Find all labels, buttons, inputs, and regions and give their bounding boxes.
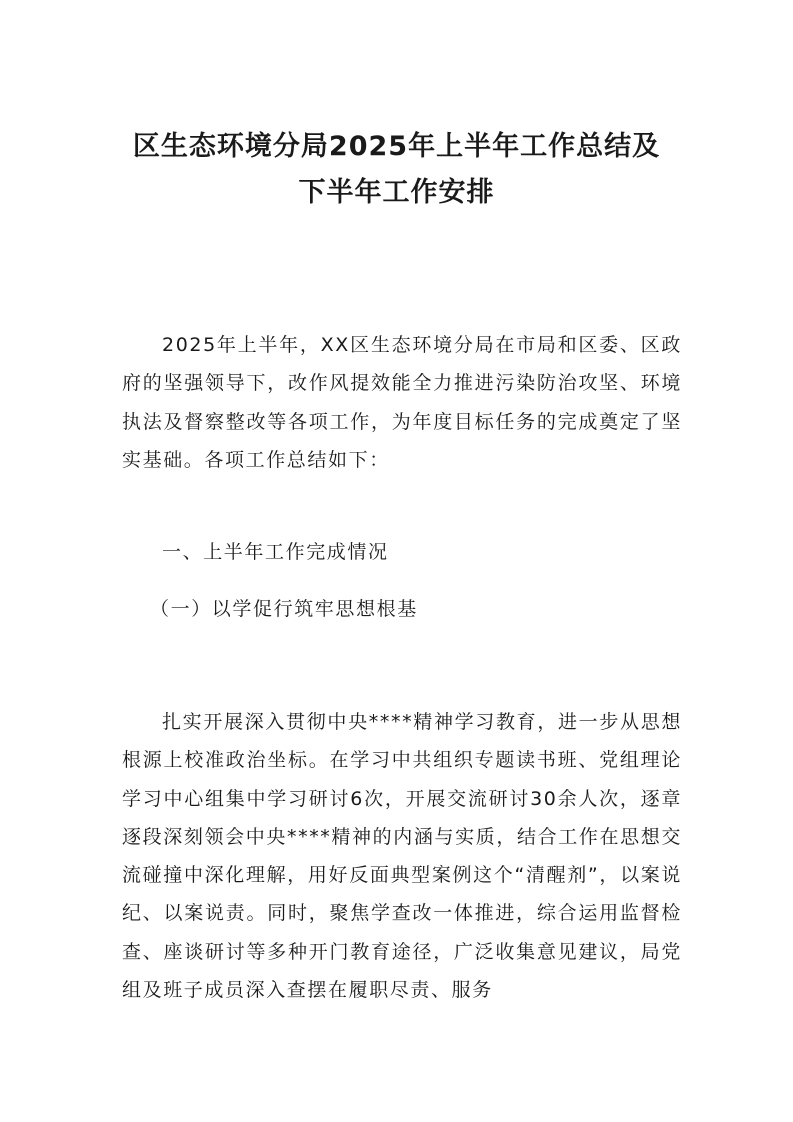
section-heading: 一、上半年工作完成情况 — [162, 541, 389, 563]
intro-paragraph: 2025年上半年，XX区生态环境分局在市局和区委、区政府的坚强领导下，改作风提效能全力推进污染防治攻坚、环境执法及督察整改等各项工作，为年度目标任务的完成奠定了坚实基础。各项工作总结如下： — [122, 334, 682, 471]
document-title-line-1: 区生态环境分局2025年上半年工作总结及 — [132, 131, 661, 162]
document-title-line-2: 下半年工作安排 — [298, 177, 495, 208]
subsection-heading: （一）以学促行筑牢思想根基 — [150, 598, 418, 620]
body-paragraph: 扎实开展深入贯彻中央****精神学习教育，进一步从思想根源上校准政治坐标。在学习中共组织专题读书班、党组理论学习中心组集中学习研讨6次，开展交流研讨30余人次，逐章逐段深刻领会中央****精神的内涵与实质，结合工作在思想交流碰撞中深化理解，用好反面典型案例这个“清醒剂”，以案说纪、以案说责。同时，聚焦学查改一体推进，综合运用监督检查、座谈研讨等多种开门教育途径，广泛收集意见建议，局党组及班子成员深入查摆在履职尽责、服务 — [122, 711, 682, 1002]
